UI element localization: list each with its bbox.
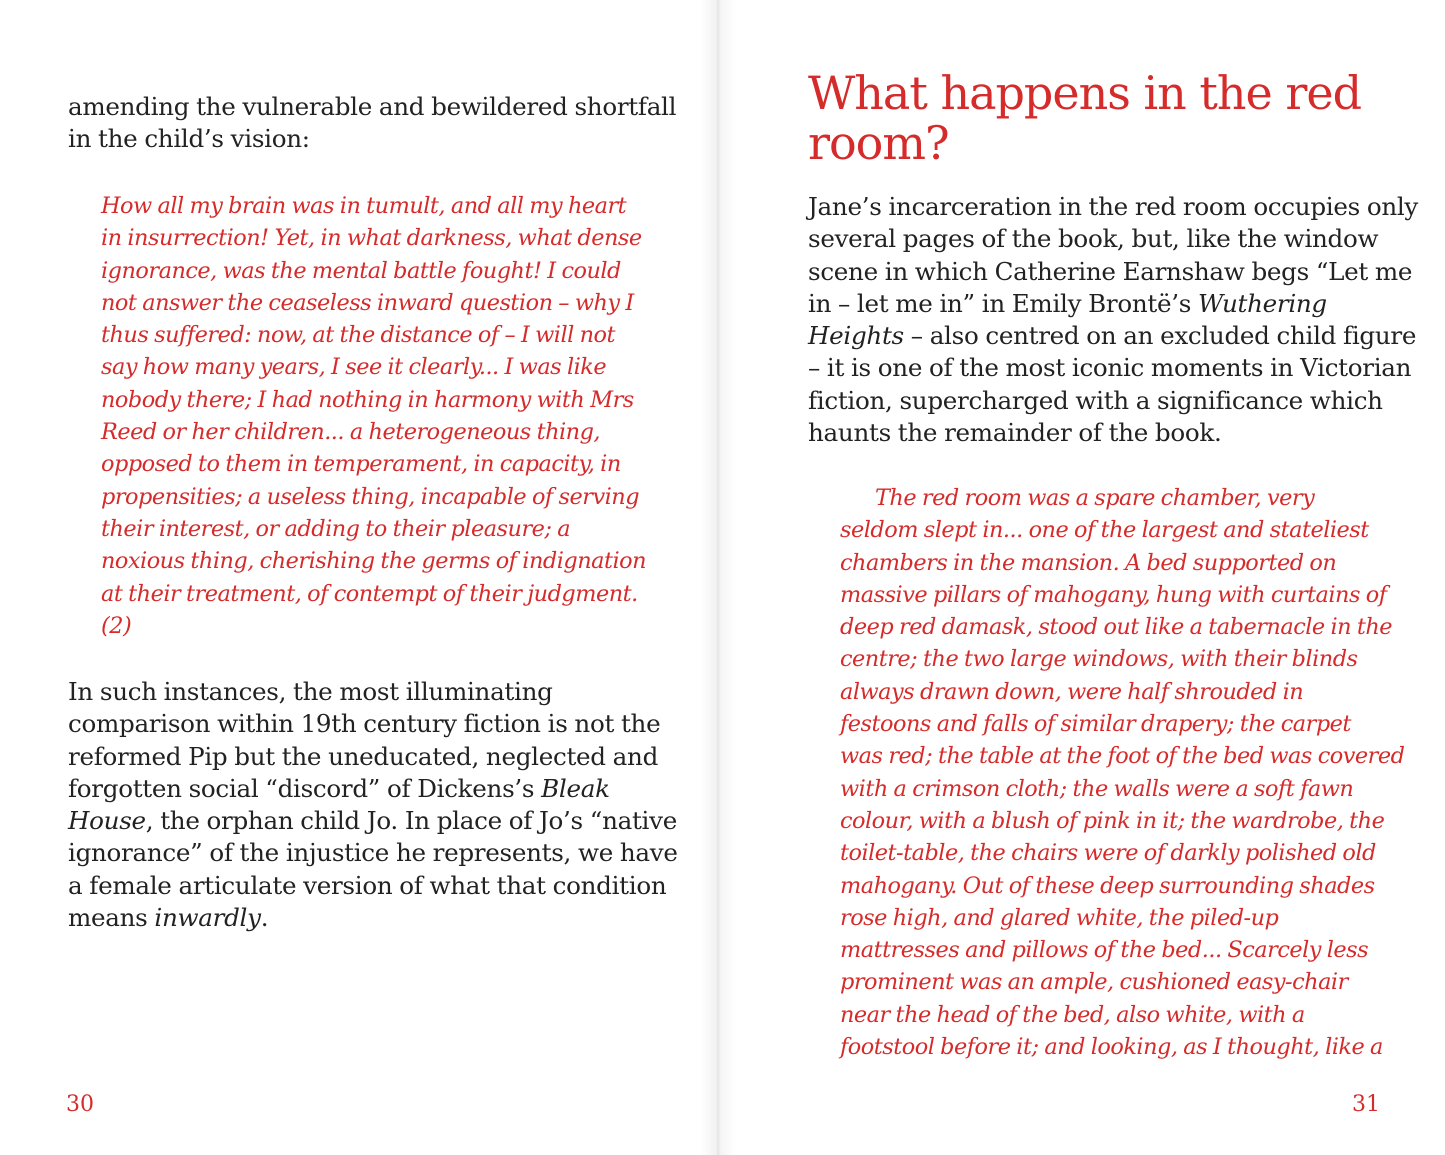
text-line [68,773,678,805]
right-page [718,0,1445,1155]
quote-line: always drawn down, were half shrouded in [840,678,1304,705]
quote-line: at their treatment, of contempt of their judgment. [101,580,638,607]
quote-line: say how many years, I see it clearly... I was like [101,354,607,381]
quote-line: festoons and falls of similar drapery; the carpet [840,711,1351,738]
text-line [68,805,678,837]
text-run: , the orphan child Jo. In place of Jo’s “native [145,806,677,836]
quote-line: in insurrection! Yet, in what darkness, what dense [101,225,642,252]
quote-line: toilet-table, the chairs were of darkly polished old [840,840,1376,867]
book-title-heights: Heights [808,321,904,351]
quote-line: opposed to them in temperament, in capacity, in [101,451,621,478]
text-run: – also centred on an excluded child figure [903,321,1417,351]
quote-line: The red room was a spare chamber, very [875,485,1315,511]
left-paragraph-intro [68,91,676,156]
quote-line: thus suffered: now, at the distance of – I will not [101,322,616,349]
text-line: a female articulate version of what that condition [68,870,667,900]
quote-line: (2) [101,612,132,639]
text-line: in the child’s vision: [68,124,310,154]
text-line: ignorance” of the injustice he represents, we have [68,838,678,868]
text-line [808,320,1418,352]
text-line: several pages of the book, but, like the window [808,224,1379,254]
text-line: – it is one of the most iconic moments in Victorian [808,353,1412,383]
left-page [0,0,718,1155]
book-title-bleak: Bleak [541,773,610,803]
text-run: in – let me in” in Emily Brontë’s [808,288,1198,318]
page-number-right: 31 [1352,1092,1380,1117]
quote-line: mattresses and pillows of the bed... Scarcely less [840,937,1369,964]
quote-line: rose high, and glared white, the piled-up [840,904,1279,931]
quote-line: their interest, or adding to their pleasure; a [101,515,571,542]
quote-line: deep red damask, stood out like a tabernacle in the [840,614,1393,641]
left-paragraph-comparison [68,676,678,934]
text-line: haunts the remainder of the book. [808,418,1222,448]
quote-line: footstool before it; and looking, as I thought, like a [840,1034,1383,1061]
quote-line: with a crimson cloth; the walls were a soft fawn [840,775,1354,802]
left-quote-block [101,190,646,642]
text-run: . [260,903,269,933]
quote-line: How all my brain was in tumult, and all my heart [101,193,627,219]
quote-line: centre; the two large windows, with their blinds [840,646,1358,673]
text-line: Jane’s incarceration in the red room occupies only [808,192,1419,221]
quote-line: not answer the ceaseless inward question – why I [101,289,634,316]
text-line: reformed Pip but the uneducated, neglected and [68,741,659,771]
text-line: comparison within 19th century fiction is not the [68,709,661,739]
heading-line: What happens in the red [808,66,1362,120]
emphasis-inwardly: inwardly [154,903,261,933]
text-line: In such instances, the most illuminating [68,677,553,706]
quote-line: Reed or her children... a heterogeneous thing, [101,419,601,446]
text-run: forgotten social “discord” of Dickens’s [68,773,542,803]
quote-line: noxious thing, cherishing the germs of indignation [101,548,647,575]
quote-line: prominent was an ample, cushioned easy-chair [840,969,1348,996]
book-title-wuthering: Wuthering [1197,288,1327,318]
quote-line: seldom slept in... one of the largest and stateliest [840,517,1369,544]
text-line: fiction, supercharged with a significance which [808,385,1383,415]
right-quote-block [840,482,1404,1063]
quote-line: colour, with a blush of pink in it; the wardrobe, the [840,807,1385,834]
quote-line: massive pillars of mahogany, hung with curtains of [840,581,1387,608]
text-line: amending the vulnerable and bewildered shortfall [68,92,677,121]
right-paragraph [808,191,1418,449]
quote-line: near the head of the bed, also white, with a [840,1001,1305,1028]
section-heading [808,68,1361,168]
text-run: means [68,903,155,933]
quote-line: ignorance, was the mental battle fought! I could [101,257,621,284]
quote-line: nobody there; I had nothing in harmony with Mrs [101,386,634,413]
quote-line: was red; the table at the foot of the bed was covered [840,743,1405,770]
quote-line: propensities; a useless thing, incapable of serving [101,483,640,510]
text-line [68,902,678,934]
page-number-left: 30 [66,1092,94,1117]
book-title-house: House [68,806,146,836]
text-line: scene in which Catherine Earnshaw begs “Let me [808,256,1413,286]
quote-line: mahogany. Out of these deep surrounding shades [840,872,1375,899]
quote-line: chambers in the mansion. A bed supported on [840,549,1337,576]
text-line [808,288,1418,320]
heading-line: room? [808,116,949,170]
